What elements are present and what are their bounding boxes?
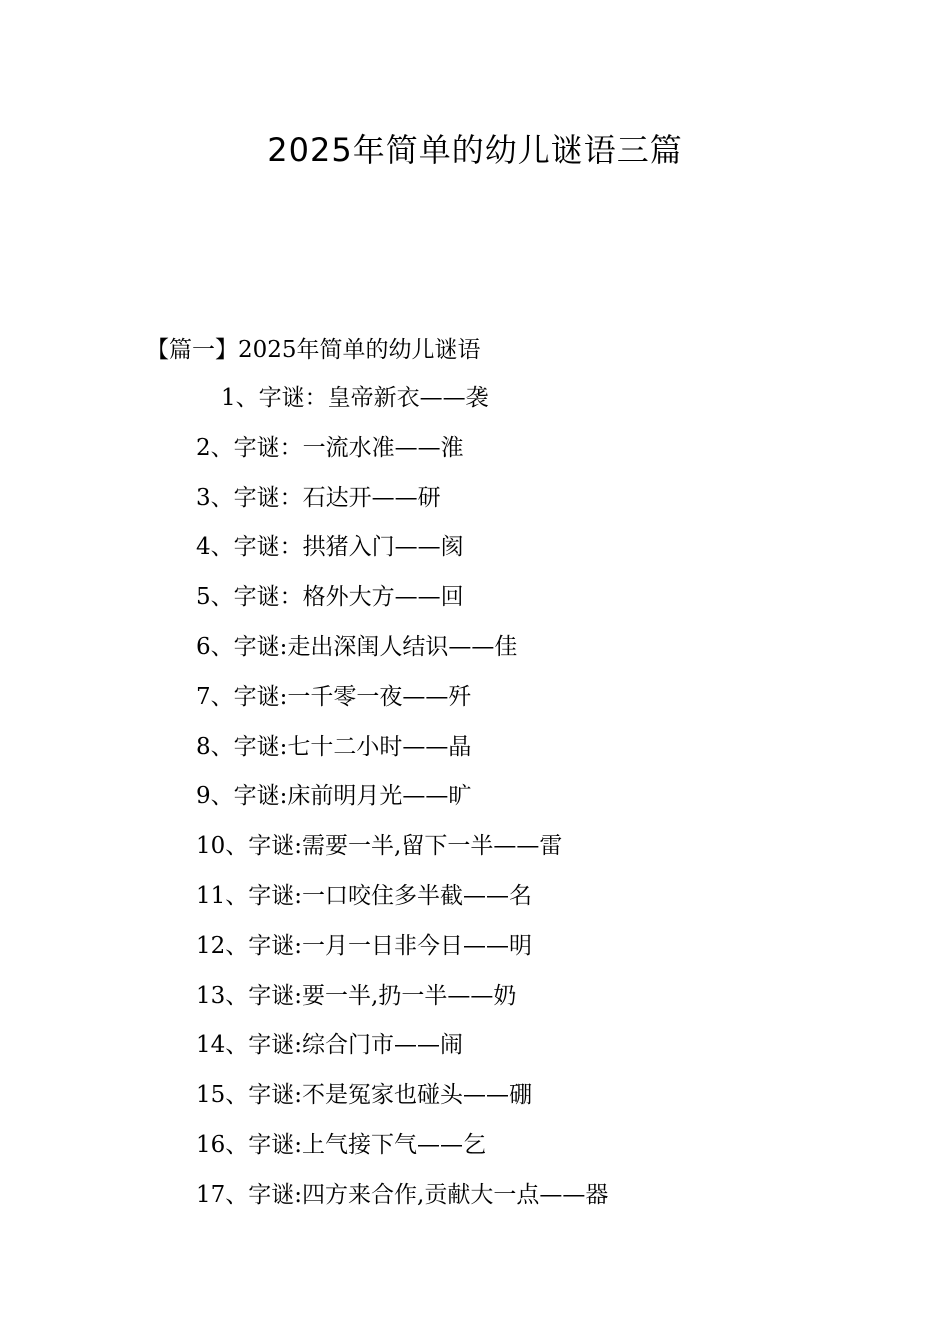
- riddle-item: 8、字谜:七十二小时——晶: [196, 733, 472, 760]
- riddle-item: 10、字谜:需要一半,留下一半——雷: [196, 833, 563, 860]
- riddle-item: 9、字谜:床前明月光——旷: [196, 783, 472, 810]
- riddle-item: 7、字谜:一千零一夜——歼: [196, 683, 472, 710]
- riddle-list: [0, 378, 950, 1225]
- riddle-item: 3、字谜：石达开——研: [196, 484, 441, 511]
- riddle-item: 11、字谜:一口咬住多半截——名: [196, 882, 533, 909]
- riddle-item: 14、字谜:综合门市——闹: [196, 1032, 464, 1059]
- section-heading: 【篇一】2025年简单的幼儿谜语: [146, 337, 481, 363]
- riddle-item: 6、字谜:走出深闺人结识——佳: [196, 633, 518, 660]
- page-title: 2025年简单的幼儿谜语三篇: [267, 131, 683, 169]
- riddle-item: 2、字谜：一流水准——淮: [196, 434, 464, 461]
- riddle-item: 1、字谜：皇帝新衣——袭: [221, 385, 489, 411]
- riddle-item: 12、字谜:一月一日非今日——明: [196, 932, 533, 959]
- riddle-item: 4、字谜：拱猪入门——阂: [196, 534, 464, 561]
- riddle-item: 5、字谜：格外大方——回: [196, 584, 464, 611]
- riddle-item: 15、字谜:不是冤家也碰头——硼: [196, 1082, 533, 1109]
- riddle-item: 17、字谜:四方来合作,贡献大一点——器: [196, 1181, 609, 1208]
- riddle-item: 16、字谜:上气接下气——乞: [196, 1131, 487, 1158]
- riddle-item: 13、字谜:要一半,扔一半——奶: [196, 982, 517, 1009]
